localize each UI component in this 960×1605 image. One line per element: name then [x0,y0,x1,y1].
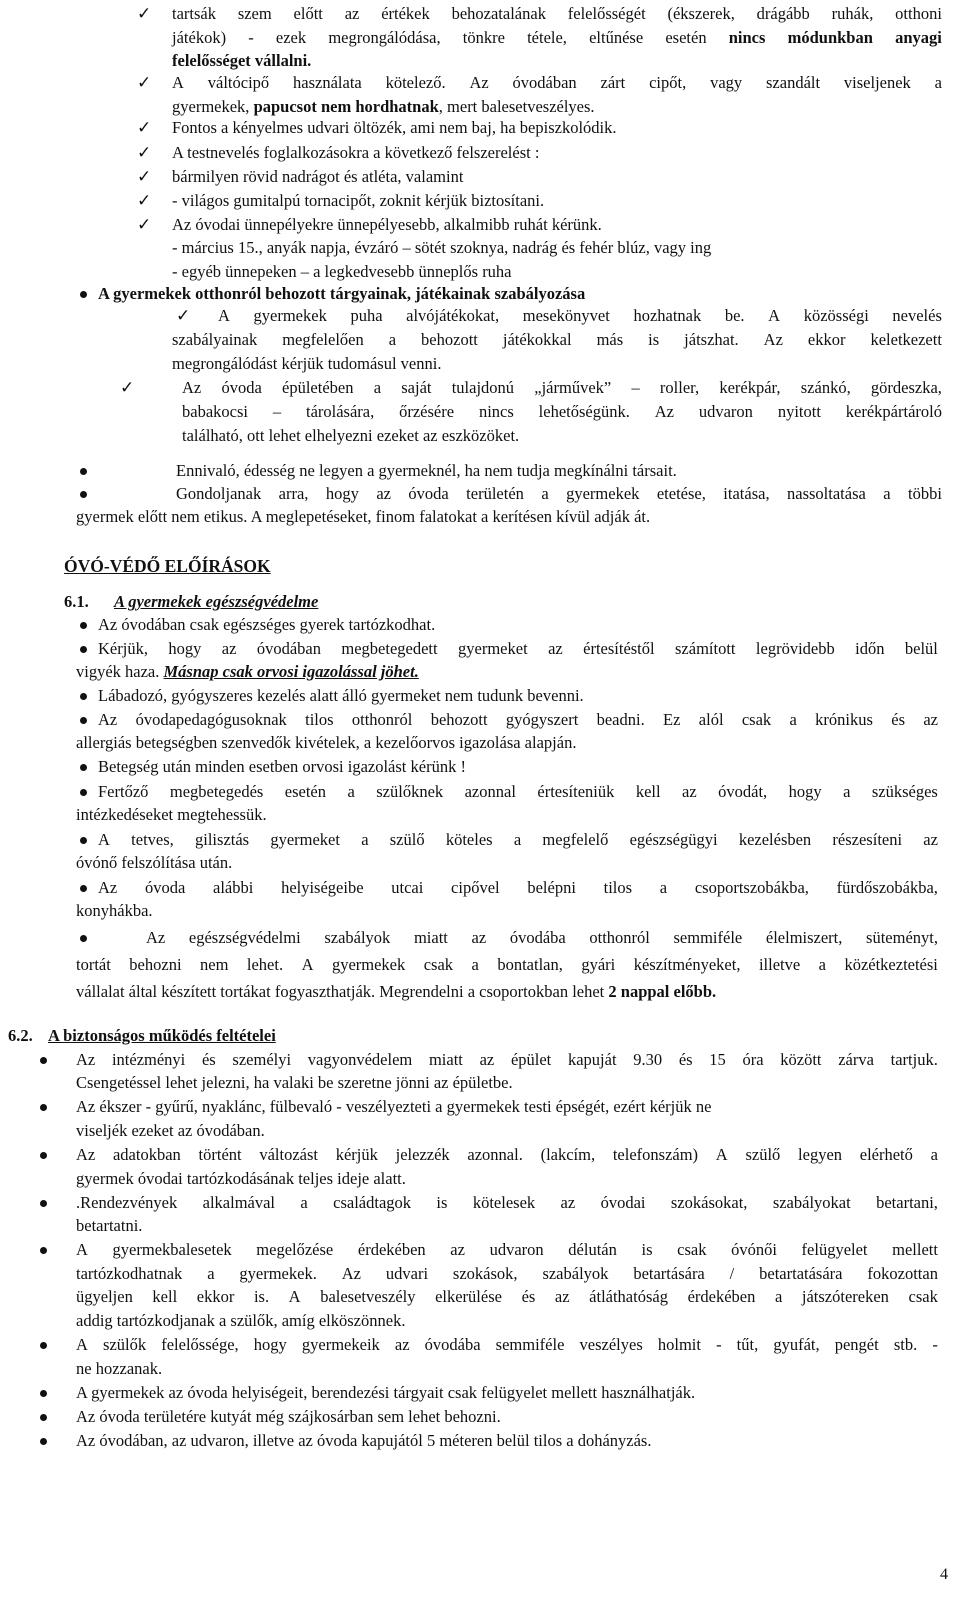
bullet-icon [40,1200,47,1207]
paragraph-line: Az egészségvédelmi szabályok miatt az óvodába otthonról semmiféle élelmiszert, süteményt, [146,928,938,947]
paragraph-line: Az óvodában csak egészséges gyerek tartózkodhat. [98,615,436,634]
paragraph-line: A szülők felelőssége, hogy gyermekeik az óvodába semmiféle veszélyes holmit - tűt, gyufát, pengét stb. - [76,1335,938,1354]
paragraph-line: Az óvoda területére kutyát még szájkosárban sem lehet behozni. [76,1407,501,1426]
section-number: 6.2. [8,1026,33,1045]
bullet-icon [80,837,87,844]
paragraph-line: - világos gumitalpú tornacipőt, zoknit kérjük biztosítani. [172,191,545,210]
paragraph-line: betartatni. [76,1216,143,1235]
bullet-icon [80,646,87,653]
bullet-icon [40,1057,47,1064]
paragraph-line: Az óvoda alábbi helyiségeibe utcai cipővel belépni tilos a csoportszobákba, fürdőszobákba, [98,878,938,897]
paragraph-line: tartózkodhatnak a gyermekek. Az udvari szokások, szabályok betartására / betartatására fokozottan [76,1264,938,1283]
bullet-icon [40,1247,47,1254]
section-number: 6.1. [64,592,89,611]
paragraph-line: A gyermekek puha alvójátékokat, mesekönyvet hozhatnak be. A közösségi nevelés [218,306,942,325]
paragraph-line: A tetves, gilisztás gyermeket a szülő köteles a megfelelő egészségügyi kezelésben részesíteni az [98,830,938,849]
bullet-icon [80,885,87,892]
bullet-icon [40,1414,47,1421]
section-title: A gyermekek egészségvédelme [114,592,319,611]
paragraph-line: Az óvoda épületében a saját tulajdonú „járművek” – roller, kerékpár, szánkó, gördeszka, [182,378,942,397]
paragraph-line: Az óvodában, az udvaron, illetve az óvoda kapujától 5 méteren belül tilos a dohányzás. [76,1431,652,1450]
bullet-icon [80,717,87,724]
paragraph-line: Az ékszer - gyűrű, nyaklánc, fülbevaló - veszélyezteti a gyermekek testi épségét, ezért kérjük ne [76,1097,712,1116]
paragraph-line: megrongálódást kérjük tudomásul venni. [172,354,442,373]
section-title: A biztonságos működés feltételei [48,1026,276,1045]
paragraph-line: Lábadozó, gyógyszeres kezelés alatt álló gyermeket nem tudunk bevenni. [98,686,584,705]
paragraph-line: A váltócipő használata kötelező. Az óvodában zárt cipőt, vagy szandált viseljenek a [172,73,942,92]
paragraph-line: .Rendezvények alkalmával a családtagok is kötelesek az óvodai szokásokat, szabályokat betartani, [76,1193,938,1212]
paragraph-line: A gyermekbalesetek megelőzése érdekében az udvaron délután is csak óvónői felügyelet mellett [76,1240,938,1259]
paragraph-line: A gyermekek az óvoda helyiségeit, berendezési tárgyait csak felügyelet mellett használhatják. [76,1383,696,1402]
paragraph-line: intézkedéseket megtehessük. [76,805,267,824]
paragraph-line: tortát behozni nem lehet. A gyermekek csak a bontatlan, gyári készítményeket, illetve a közétkeztetési [76,955,938,974]
paragraph-line: tartsák szem előtt az értékek behozatalának felelősségét (ékszerek, drágább ruhák, otthoni [172,4,942,23]
paragraph-line: - március 15., anyák napja, évzáró – sötét szoknya, nadrág és fehér blúz, vagy ing [172,238,712,257]
paragraph-line: Az óvodapedagógusoknak tilos otthonról behozott gyógyszert beadni. Ez alól csak a krónikus és az [98,710,938,729]
check-icon: ✓ [137,118,152,137]
paragraph-line: felelősséget vállalni. [172,51,312,70]
paragraph-line: gyermekek, papucsot nem hordhatnak, mert balesetveszélyes. [172,97,595,116]
bullet-icon [40,1152,47,1159]
paragraph-line: gyermek előtt nem etikus. A meglepetéseket, finom falatokat a kerítésen kívül adják át. [76,507,651,526]
paragraph-line: Fertőző megbetegedés esetén a szülőknek azonnal értesíteniük kell az óvodát, hogy a szükséges [98,782,938,801]
bullet-icon [80,789,87,796]
paragraph-line: óvónő felszólítása után. [76,853,233,872]
page-number: 4 [940,1566,948,1583]
paragraph-line: - egyéb ünnepeken – a legkedvesebb ünneplős ruha [172,262,512,281]
paragraph-line: Az óvodai ünnepélyekre ünnepélyesebb, alkalmibb ruhát kérünk. [172,215,602,234]
page-title: ÓVÓ-VÉDŐ ELŐÍRÁSOK [64,556,271,576]
bullet-icon [80,622,87,629]
bullet-icon [40,1438,47,1445]
paragraph-line: Gondoljanak arra, hogy az óvoda területén a gyermekek etetése, itatása, nassoltatása a többi [176,484,942,503]
paragraph-line: addig tartózkodjanak a szülők, amíg elköszönnek. [76,1311,406,1330]
bullet-icon [80,291,87,298]
paragraph-line: Betegség után minden esetben orvosi igazolást kérünk ! [98,757,466,776]
check-icon: ✓ [137,191,152,210]
bullet-icon [80,491,87,498]
paragraph-line: Az intézményi és személyi vagyonvédelem miatt az épület kapuját 9.30 és 15 óra között zárva tartjuk. [76,1050,938,1069]
check-icon: ✓ [137,143,152,162]
paragraph-line: viseljék ezeket az óvodában. [76,1121,265,1140]
paragraph-line: vállalat által készített tortákat fogyaszthatják. Megrendelni a csoportokban lehet 2 nappal előbb. [76,982,717,1001]
paragraph-line: ne hozzanak. [76,1359,163,1378]
paragraph-line: vigyék haza. Másnap csak orvosi igazolással jöhet. [76,662,419,681]
paragraph-line: allergiás betegségben szenvedők kivételek, a kezelőorvos igazolása alapján. [76,733,577,752]
check-icon: ✓ [137,215,152,234]
paragraph-line: található, ott lehet elhelyezni ezeket az eszközöket. [182,426,520,445]
paragraph-line: Az adatokban történt változást kérjük jelezzék azonnal. (lakcím, telefonszám) A szülő legyen elérhető a [76,1145,938,1164]
paragraph-line: babakocsi – tárolására, őrzésére nincs lehetőségünk. Az udvaron nyitott kerékpártároló [182,402,942,421]
paragraph-line: A testnevelés foglalkozásokra a következő felszerelést : [172,143,540,162]
paragraph-line: gyermek óvodai tartózkodásának teljes ideje alatt. [76,1169,406,1188]
paragraph-line: ügyeljen kell ekkor is. A balesetveszély elkerülése és az átláthatóság érdekében a játszótereken csak [76,1287,938,1306]
paragraph-line: bármilyen rövid nadrágot és atléta, valamint [172,167,464,186]
paragraph-line: szabályainak megfelelően a behozott játékokkal más is játszhat. Az ekkor keletkezett [172,330,942,349]
check-icon: ✓ [137,167,152,186]
paragraph-line: Fontos a kényelmes udvari öltözék, ami nem baj, ha bepiszkolódik. [172,118,617,137]
paragraph-line: konyhákba. [76,901,153,920]
bullet-icon [40,1390,47,1397]
section-heading: A gyermekek otthonról behozott tárgyainak, játékainak szabályozása [98,284,586,303]
bullet-icon [80,764,87,771]
paragraph-line: Kérjük, hogy az óvodában megbetegedett gyermeket az értesítéstől számított legrövidebb időn belül [98,639,938,658]
bullet-icon [40,1104,47,1111]
bullet-icon [80,468,87,475]
check-icon: ✓ [137,73,152,92]
check-icon: ✓ [176,306,191,325]
paragraph-line: Csengetéssel lehet jelezni, ha valaki be szeretne jönni az épületbe. [76,1073,513,1092]
bullet-icon [80,935,87,942]
bullet-icon [80,693,87,700]
bullet-icon [40,1342,47,1349]
check-icon: ✓ [120,378,135,397]
check-icon: ✓ [137,4,152,23]
paragraph-line: Ennivaló, édesség ne legyen a gyermeknél, ha nem tudja megkínálni társait. [176,461,677,480]
paragraph-line: játékok) - ezek megrongálódása, tönkre tétele, eltűnése esetén nincs módunkban anyagi [172,28,942,47]
